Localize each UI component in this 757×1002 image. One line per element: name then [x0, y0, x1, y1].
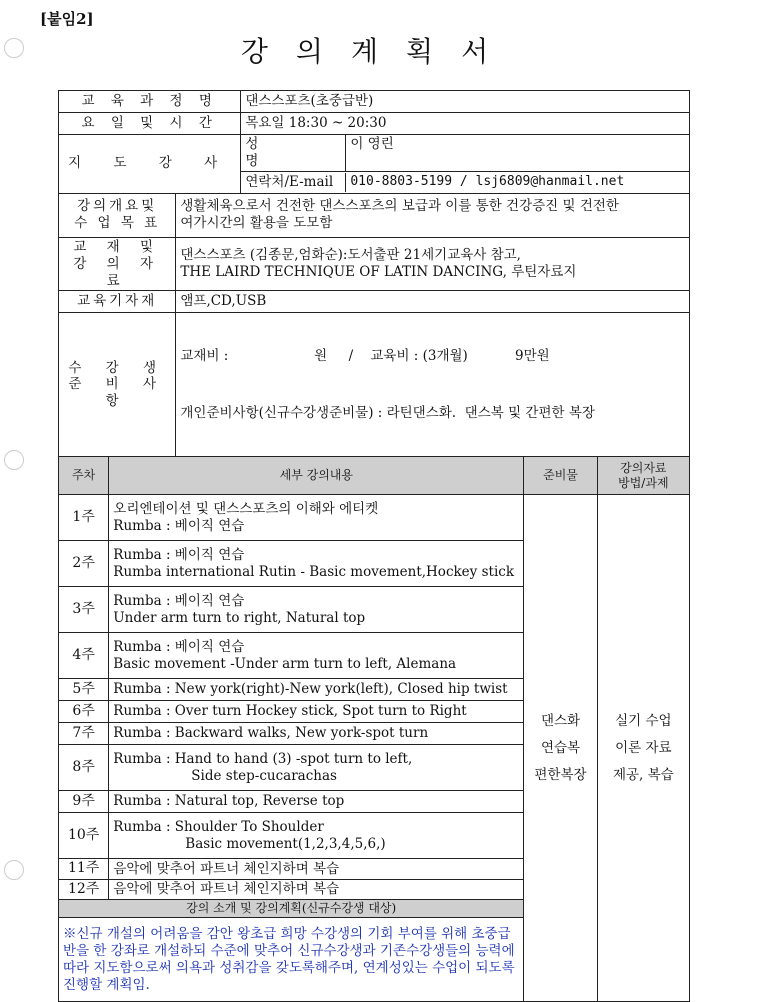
- week-content: [109, 813, 524, 859]
- schedule-value: 목요일 18:30 ~ 20:30: [241, 113, 690, 135]
- preparation-value: [176, 313, 690, 457]
- objective-value-line2: 여가시간의 활용을 도모함: [180, 215, 333, 232]
- week-content: [109, 633, 524, 679]
- week-number: 1주: [59, 495, 109, 541]
- method-header-line1: 강의자료: [620, 460, 667, 475]
- week-content-line1: Rumba : 베이직 연습: [113, 639, 245, 655]
- method-header: [597, 457, 689, 495]
- objective-label-line1: 강의개요및: [77, 198, 158, 215]
- lecture-plan-table: [58, 90, 690, 1002]
- materials-label: [59, 237, 176, 291]
- schedule-label: 요 일 및 시 간: [59, 113, 241, 135]
- name-value: 이 영린: [350, 136, 394, 152]
- footer-heading: 강의 소개 및 강의계획(신규수강생 대상): [59, 900, 524, 918]
- week-content-line2: Side step-cucarachas: [191, 767, 337, 784]
- equipment-value: 앰프,CD,USB: [176, 291, 690, 313]
- materials-label-line2: 강 의 자 료: [73, 255, 162, 289]
- materials-value-line2: THE LAIRD TECHNIQUE OF LATIN DANCING, 루틴자료지: [180, 264, 577, 281]
- week-content: [109, 587, 524, 633]
- objective-label: [59, 193, 176, 237]
- method-line: 실기 수업: [615, 712, 672, 729]
- week-content: 음악에 맞추어 파트너 체인지하며 복습: [109, 859, 524, 880]
- week-number: 5주: [59, 679, 109, 701]
- week-content: 음악에 맞추어 파트너 체인지하며 복습: [109, 879, 524, 900]
- week-number: 2주: [59, 541, 109, 587]
- week-content-line1: Rumba : 베이직 연습: [113, 547, 245, 563]
- course-value: 댄스스포츠(초중급반): [241, 91, 690, 113]
- materials-value: [176, 237, 690, 291]
- supplies-line: 연습복: [540, 739, 581, 756]
- week-content: [109, 541, 524, 587]
- punch-hole: [4, 38, 24, 58]
- contact-value: 010-8803-5199 / lsj6809@hanmail.net: [350, 173, 625, 189]
- week-content: Rumba : Backward walks, New york-spot turn: [109, 723, 524, 745]
- week-content-line2: Rumba : 베이직 연습: [113, 517, 245, 534]
- method-cell: [597, 495, 689, 1002]
- course-label: 교 육 과 정 명: [59, 91, 241, 113]
- week-header: 주차: [59, 457, 109, 495]
- supplies-header: 준비물: [524, 457, 597, 495]
- week-number: 7주: [59, 723, 109, 745]
- week-content-line2: Rumba international Rutin - Basic movement,Hockey stick: [113, 563, 514, 580]
- objective-label-line2: 수 업 목 표: [74, 215, 161, 232]
- week-content-line2: Basic movement(1,2,3,4,5,6,): [185, 835, 386, 852]
- method-header-line2: 방법/과제: [618, 475, 669, 490]
- method-line: 제공, 복습: [612, 766, 674, 783]
- week-number: 11주: [59, 859, 109, 880]
- instructor-label: 지 도 강 사: [59, 135, 241, 194]
- week-number: 6주: [59, 701, 109, 723]
- attachment-label: [붙임2]: [40, 10, 94, 28]
- instructor-name-row: [241, 135, 690, 172]
- punch-hole: [4, 450, 24, 470]
- preparation-label: [59, 313, 176, 457]
- content-header: 세부 강의내용: [109, 457, 524, 495]
- supplies-cell: [524, 495, 597, 1002]
- week-content: Rumba : Over turn Hockey stick, Spot turn to Right: [109, 701, 524, 723]
- week-content-line1: Rumba : Hand to hand (3) -spot turn to left,: [113, 751, 413, 767]
- week-number: 4주: [59, 633, 109, 679]
- week-content-line2: Basic movement -Under arm turn to left, Alemana: [113, 655, 457, 672]
- week-number: 8주: [59, 745, 109, 791]
- week-number: 3주: [59, 587, 109, 633]
- personal-prep-line: 개인준비사항(신규수강생준비물) : 라틴댄스화. 댄스복 및 간편한 복장: [180, 404, 595, 421]
- equipment-label: 교육기자재: [59, 291, 176, 313]
- materials-value-line1: 댄스스포츠 (김종문,엄화순):도서출판 21세기교육사 참고,: [180, 247, 521, 264]
- preparation-label-line2: 준 비 사 항: [68, 376, 167, 410]
- punch-hole: [4, 860, 24, 880]
- objective-value-line1: 생활체육으로서 건전한 댄스스포츠의 보급과 이를 통한 건강증진 및 건전한: [180, 198, 619, 215]
- fee-line: 교재비 : 원 / 교육비 : (3개월) 9만원: [180, 348, 550, 365]
- supplies-line: 편한복장: [534, 766, 587, 783]
- week-content-line1: 오리엔테이션 및 댄스스포츠의 이해와 에티켓: [113, 501, 379, 517]
- contact-label: 연락처/E-mail: [241, 173, 346, 192]
- week-number: 9주: [59, 791, 109, 813]
- objective-value: [176, 193, 690, 237]
- footer-note: ※신규 개설의 어려움을 감안 왕초급 희망 수강생의 기회 부여를 위해 초중급반을 한 강좌로 개설하되 수준에 맞추어 신규수강생과 기존수강생들의 능력에 따라 지도함으로써 의욕과 성취감을 갖도록해주며, 연계성있는 수업이 되도록 진행할 계획임.: [59, 918, 524, 1002]
- materials-label-line1: 교 재 및: [73, 238, 162, 255]
- week-content-line2: Under arm turn to right, Natural top: [113, 609, 366, 626]
- page-title: 강의계획서: [240, 35, 517, 68]
- week-number: 12주: [59, 879, 109, 900]
- week-content-line1: Rumba : Shoulder To Shoulder: [113, 819, 324, 835]
- supplies-line: 댄스화: [540, 712, 581, 729]
- week-content: Rumba : New york(right)-New york(left), Closed hip twist: [109, 679, 524, 701]
- week-content-line1: Rumba : 베이직 연습: [113, 593, 245, 609]
- name-label: 성 명: [241, 135, 346, 171]
- week-content: [109, 745, 524, 791]
- instructor-contact-row: [241, 171, 690, 193]
- method-line: 이론 자료: [615, 739, 672, 756]
- week-number: 10주: [59, 813, 109, 859]
- week-content: [109, 495, 524, 541]
- week-content: Rumba : Natural top, Reverse top: [109, 791, 524, 813]
- preparation-label-line1: 수 강 생: [68, 359, 167, 376]
